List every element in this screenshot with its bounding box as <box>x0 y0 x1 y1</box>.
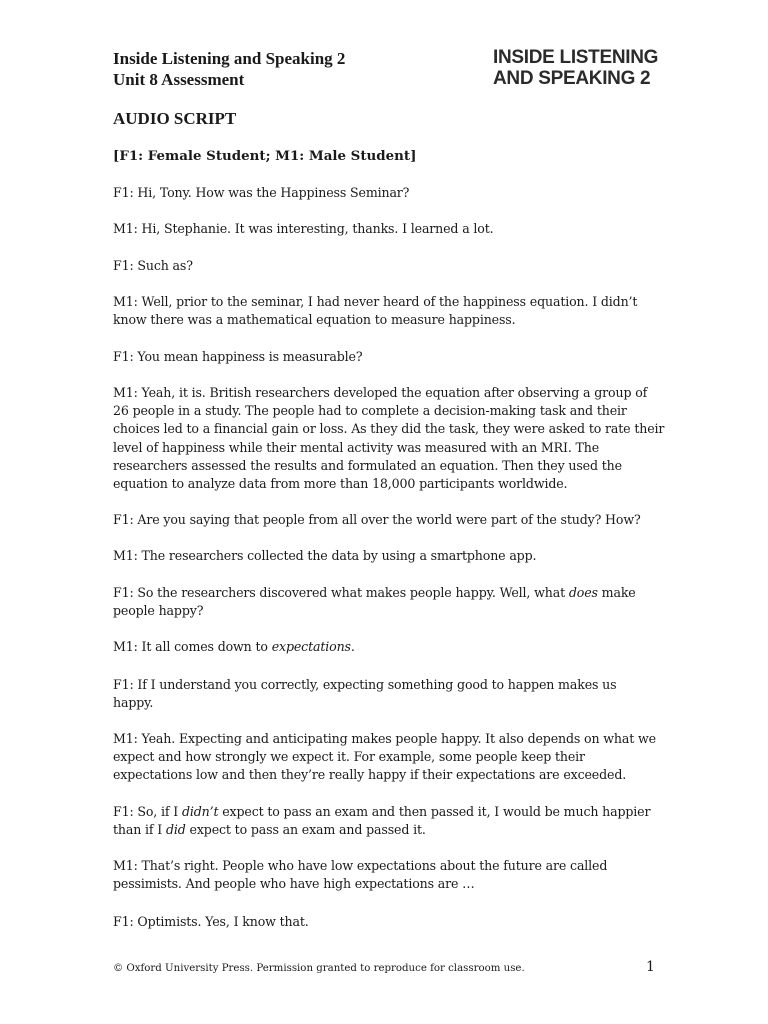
script-text: expect to pass an exam and passed it. <box>185 822 426 838</box>
page-number: 1 <box>646 959 655 975</box>
script-line <box>113 420 673 438</box>
brand-line-1: INSIDE LISTENING <box>493 47 659 68</box>
script-paragraph <box>113 511 673 529</box>
script-line <box>113 913 673 931</box>
script-line <box>113 220 673 238</box>
script-line <box>113 857 673 875</box>
script-text: 26 people in a study. The people had to complete a decision-making task and their <box>113 403 627 419</box>
script-line <box>113 257 673 275</box>
script-text: M1: Yeah. Expecting and anticipating makes people happy. It also depends on what we <box>113 731 656 746</box>
section-title: AUDIO SCRIPT <box>113 109 237 128</box>
script-paragraph <box>113 348 673 366</box>
script-text: expectations low and then they’re really happy if their expectations are exceeded. <box>113 767 627 783</box>
script-text: than if I <box>113 822 166 838</box>
course-title: Inside Listening and Speaking 2 <box>113 49 346 68</box>
script-text: M1: Yeah, it is. British researchers developed the equation after observing a group of <box>113 385 648 400</box>
script-text: M1: Well, prior to the seminar, I had never heard of the happiness equation. I didn’t <box>113 294 638 309</box>
emphasized-text: does <box>568 585 598 600</box>
script-line <box>113 730 673 748</box>
script-paragraph <box>113 547 673 565</box>
script-text: F1: If I understand you correctly, expecting something good to happen makes us <box>113 677 617 692</box>
script-line <box>113 821 673 839</box>
script-text: expect to pass an exam and then passed it, I would be much happier <box>218 804 651 819</box>
script-text: equation to analyze data from more than 18,000 participants worldwide. <box>113 476 568 492</box>
script-paragraph <box>113 803 673 839</box>
script-text: M1: That’s right. People who have low expectations about the future are called <box>113 858 608 873</box>
script-paragraph <box>113 293 673 329</box>
emphasized-text: expectations <box>271 639 351 654</box>
copyright-notice: © Oxford University Press. Permission granted to reproduce for classroom use. <box>113 963 525 974</box>
script-text: F1: So, if I <box>113 804 182 819</box>
script-line <box>113 766 673 784</box>
script-text: expect and how strongly we expect it. For example, some people keep their <box>113 749 585 765</box>
script-text: make <box>597 585 636 600</box>
script-text: choices led to a financial gain or loss. As they did the task, they were asked to rate their <box>113 421 665 437</box>
script-paragraph <box>113 220 673 238</box>
script-text: researchers assessed the results and formulated an equation. Then they used the <box>113 457 622 473</box>
script-paragraph <box>113 184 673 202</box>
script-text: F1: Such as? <box>113 258 193 273</box>
script-line <box>113 293 673 311</box>
script-line <box>113 402 673 420</box>
script-text: M1: It all comes down to <box>113 639 272 654</box>
script-line <box>113 602 673 620</box>
script-text: . <box>350 639 355 654</box>
script-text: M1: Hi, Stephanie. It was interesting, thanks. I learned a lot. <box>113 221 494 236</box>
script-text: happy. <box>113 695 154 711</box>
brand-logo <box>493 47 658 89</box>
script-line <box>113 748 673 766</box>
script-text: people happy? <box>113 603 204 619</box>
script-text: level of happiness while their mental activity was measured with an MRI. The <box>113 439 600 455</box>
script-paragraph <box>113 857 673 893</box>
brand-line-2: AND SPEAKING 2 <box>493 68 651 89</box>
emphasized-text: did <box>165 822 186 838</box>
script-line <box>113 584 673 602</box>
script-line <box>113 676 673 694</box>
script-line <box>113 547 673 565</box>
speakers-note: [F1: Female Student; M1: Male Student] <box>113 148 417 164</box>
page-footer <box>113 962 658 976</box>
script-line <box>113 457 673 475</box>
script-text: F1: Are you saying that people from all over the world were part of the study? How? <box>113 512 641 527</box>
script-line <box>113 638 673 656</box>
script-paragraph <box>113 730 673 785</box>
script-text: F1: Hi, Tony. How was the Happiness Seminar? <box>113 185 410 200</box>
script-line <box>113 803 673 821</box>
script-line <box>113 384 673 402</box>
script-line <box>113 875 673 893</box>
script-paragraph <box>113 384 673 493</box>
script-paragraph <box>113 584 673 620</box>
script-paragraph <box>113 638 673 656</box>
script-line <box>113 694 673 712</box>
script-line <box>113 184 673 202</box>
script-paragraph <box>113 913 673 931</box>
script-line <box>113 439 673 457</box>
script-line <box>113 348 673 366</box>
emphasized-text: didn’t <box>181 804 219 819</box>
script-text: pessimists. And people who have high expectations are … <box>113 876 475 892</box>
unit-title: Unit 8 Assessment <box>113 70 245 89</box>
script-line <box>113 311 673 329</box>
script-text: F1: You mean happiness is measurable? <box>113 349 363 364</box>
document-header <box>113 48 345 90</box>
script-text: M1: The researchers collected the data by using a smartphone app. <box>113 548 537 563</box>
script-text: F1: Optimists. Yes, I know that. <box>113 914 309 929</box>
script-line <box>113 475 673 493</box>
script-text: F1: So the researchers discovered what makes people happy. Well, what <box>113 585 569 600</box>
script-paragraph <box>113 676 673 712</box>
script-line <box>113 511 673 529</box>
script-paragraph <box>113 257 673 275</box>
script-text: know there was a mathematical equation to measure happiness. <box>113 312 516 328</box>
